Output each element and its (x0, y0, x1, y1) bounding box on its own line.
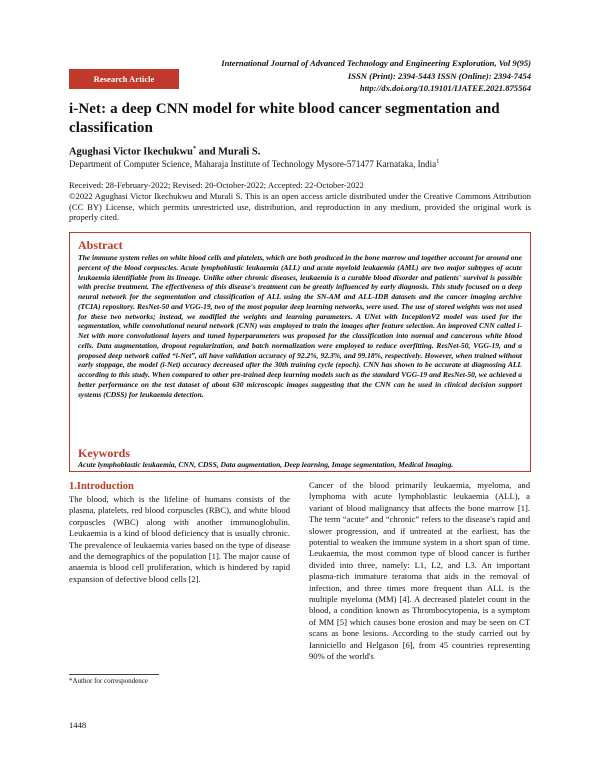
first-author: Agughasi Victor Ikechukwu (69, 146, 193, 158)
journal-issn: ISSN (Print): 2394-5443 ISSN (Online): 2394-7454 (347, 70, 531, 81)
affiliation-mark: 1 (436, 158, 440, 165)
received-dates: Received: 28-February-2022; Revised: 20-October-2022; Accepted: 22-October-2022 (69, 180, 364, 190)
author-correspondence-mark: * (192, 145, 197, 152)
affiliation (69, 156, 439, 170)
abstract-heading: Abstract (78, 238, 123, 252)
left-column (69, 480, 290, 585)
journal-name: International Journal of Advanced Technology and Engineering Exploration, Vol 9(95) (221, 58, 531, 68)
introduction-right-paragraph: Cancer of the blood primarily leukaemia, myeloma, and lymphoma with acute lymphoblastic leukaemia (ALL), a variant of blood malignancy that affects the bone marrow [1]. The term “acute” and “chronic” refers to the disease's rapid and slower progression, and if untreated at the earliest, has the potential to weaken the immune system in a short span of time. Leukaemia, the most common type of blood cancer is further divided into three, namely: L1, L2, and L3. An important plasma-rich immature teratoma that aids in the removal of infection, and three times more frequent than ALL is the multiple myeloma (MM) [4]. A decreased platelet count in the blood, a condition known as Thrombocytopenia, is a symptom of MM [5] which causes bone erosion and may be seen on CT scans as bone lesions. According to the study carried out by Ianniciello and Helgason [6], from 45 countries representing 90% of the world's (309, 480, 530, 662)
keywords-text: Acute lymphoblastic leukaemia, CNN, CDSS, Data augmentation, Deep learning, Image segmentation, Medical Imaging. (78, 460, 454, 469)
abstract-text: The immune system relies on white blood cells and platelets, which are both produced in the bone marrow and together account for around one percent of the blood corpuscles. Acute lymphoblastic leukaemia (ALL) and acute myeloid leukaemia (AML) are two major subtypes of acute leukaemia identifiable from its lineage. Unlike other chronic diseases, leukaemia is a curable blood disorder and patients' survival is possible with precise treatment. The effectiveness of this disease's treatment can be greatly influenced by early diagnosis. This study focused on a deep neural network for the segmentation and classification of ALL using the SN-AM and ALL-IDB datasets and the cancer imaging archive (TCIA) repository. ResNet-50 and VGG-19, two of the most popular deep learning networks, were used. The use of stored weights was not used for these two networks; instead, we modified the weights and learning parameters. A UNet with InceptionV2 model was used for the segmentation, while convolutional neural network (CNN) was employed to train the images after feature selection. An improved CNN called i-Net with more convolutional layers and tuned hyperparameters was proposed for the classification into normal and cancerous white blood cells. Data augmentation, dropout regularization, and batch normalization were employed to reduce overfitting. ResNet-50, VGG-19, and a proposed deep network called “i-Net”, all have validation accuracy of 92.2%, 92.3%, and 99.18%, respectively. However, when trained without early stoppage, the model (i-Net) accuracy decreased after the 30th training cycle (epoch). CNN has shown to be accurate at diagnosing ALL according to this study. When compared to other pre-trained deep learning models such as the standard VGG-19 and ResNet-50, we achieved a better performance on the test dataset of about 630 microscopic images suggesting that the CNN can be used in clinical decision support systems (CDSS) for leukaemia detection. (78, 253, 522, 399)
correspondence-footnote: *Author for correspondence (69, 677, 148, 685)
research-article-badge: Research Article (69, 69, 179, 89)
abstract-box (69, 232, 531, 472)
page-number: 1448 (69, 720, 87, 730)
right-column (309, 480, 530, 663)
paper-title: i-Net: a deep CNN model for white blood cancer segmentation and classification (69, 101, 500, 136)
co-author: and Murali S. (196, 146, 261, 158)
introduction-heading: 1.Introduction (69, 481, 134, 492)
journal-doi[interactable]: http://dx.doi.org/10.19101/IJATEE.2021.875564 (359, 83, 531, 93)
introduction-left-paragraph: The blood, which is the lifeline of humans consists of the plasma, platelets, red blood corpuscles (RBC), and white blood corpuscles (WBC) along with another immunoglobulin. Leukaemia is a kind of blood deficiency that is usually chronic. The prevalence of leukaemia varies based on the type of disease and the demographics of the population [1]. The major cause of anaemia is blood cell proliferation, which is hindered by rapid expansion of defective blood cells [2]. (69, 494, 290, 584)
keywords-heading: Keywords (78, 446, 130, 460)
affiliation-text: Department of Computer Science, Maharaja Institute of Technology Mysore-571477 Karnataka, India (69, 159, 437, 169)
license-statement: ©2022 Agughasi Victor Ikechukwu and Murali S. This is an open access article distributed under the Creative Commons Attribution (CC BY) License, which permits unrestricted use, distribution, and reproduction in any medium, provided the original work is properly cited. (69, 191, 531, 222)
footnote-divider (69, 674, 159, 675)
